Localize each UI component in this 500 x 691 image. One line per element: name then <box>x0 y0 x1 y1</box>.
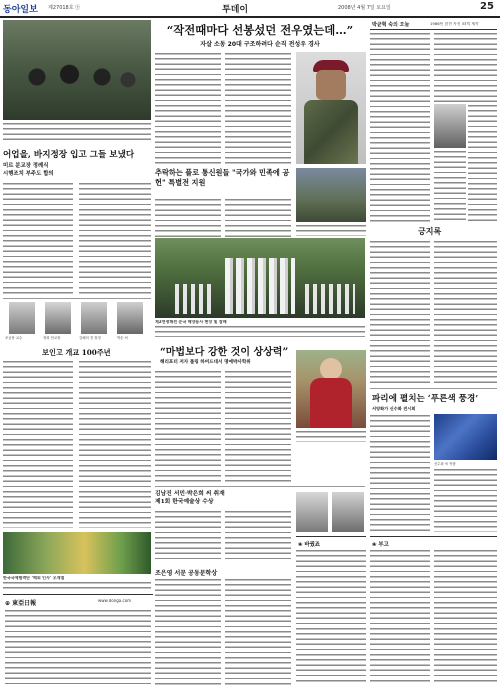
award-photo-2 <box>332 492 364 532</box>
paris-artwork-photo <box>434 414 497 460</box>
footer-brand: ⊕ 東亞日報 <box>5 600 37 607</box>
art-award-headline: 김남진 서민·박은희 씨 취재 제1회 한국예술상 수상 <box>155 491 225 505</box>
left-story-headline: 어업을, 바지정장 입고 그들 보냈다 <box>3 150 135 160</box>
paris-subhead: 서양화가 신수화 전시회 <box>372 406 416 411</box>
person-photos-row <box>3 302 153 344</box>
center-headline-text: 추락하는 플로 통신원들 "국가와 민족에 공헌" 특별전 지원 <box>155 168 290 187</box>
obituary-text-1 <box>370 549 430 685</box>
paris-artwork-caption: 신수화 씨 작품 <box>434 462 456 466</box>
person-name: 조균용 교수 <box>5 336 23 340</box>
school-story-text-2 <box>79 360 151 528</box>
person-name: 박순 씨 <box>117 336 128 340</box>
profile-header-bar <box>370 20 497 30</box>
person-photo <box>45 302 71 334</box>
person-name: 정화 안교장 <box>43 336 61 340</box>
main-headline: “작전때마다 선봉섰던 전우였는데…” <box>166 23 354 37</box>
profile-text-3 <box>468 104 497 222</box>
profile-text-1 <box>370 32 430 222</box>
page-header <box>0 0 500 18</box>
issue-date: 2008년 4월 7일 토요일 <box>338 5 391 11</box>
center-headline <box>155 168 295 188</box>
person-photo <box>117 302 143 334</box>
koica-caption-text <box>3 581 151 591</box>
profile-label: 1986년 참전 사진 33억 제작 <box>430 22 479 26</box>
rowling-subhead: 해리포터 저자 롤링 하버드대서 명예박사학위 <box>160 360 251 365</box>
koica-caption-title: 한국국제협력단 ‘해외 인사’ 오재열 <box>3 576 65 580</box>
page-number: 25 <box>480 1 494 12</box>
rowling-headline: “마법보다 강한 것이 상상력” <box>160 347 289 358</box>
person-name: 김해의 전 장정 <box>79 336 101 340</box>
paris-text-1 <box>370 414 430 532</box>
profile-header: 박균혁 숙의 오늘 <box>372 22 410 28</box>
newspaper-logo: 동아일보 <box>3 5 38 15</box>
literature-award-headline: 조은영 서문 공동문학상 <box>155 570 218 577</box>
left-story-subhead: 미르 분교장 정례식 시행조치 부주도 합의 <box>3 163 54 177</box>
navy-ceremony-photo <box>155 238 365 318</box>
footer-info-lines <box>5 609 151 685</box>
left-story-text-1 <box>3 182 73 294</box>
person-photo <box>9 302 35 334</box>
promo-header: ❀ 바꿨죠 <box>298 542 321 548</box>
paris-text-2 <box>434 468 497 532</box>
art-award-text-1 <box>155 510 221 562</box>
column-text-2 <box>434 240 497 384</box>
school-story-text-1 <box>3 360 73 528</box>
rowling-text-1 <box>155 370 221 482</box>
award-photo-1 <box>296 492 328 532</box>
issue-number: 제27018호 ㊉ <box>48 5 81 11</box>
ceremony-photo-small <box>296 168 366 222</box>
rowling-photo <box>296 350 366 428</box>
promo-box <box>296 536 366 687</box>
footer-brand-block <box>3 594 153 689</box>
main-story-text-2 <box>225 52 291 164</box>
obituary-header: ❀ 부고 <box>372 542 389 548</box>
footer-url: www.donga.com <box>98 599 132 603</box>
soldier-portrait <box>296 52 366 164</box>
left-story-text-2 <box>79 182 151 294</box>
obituary-text-2 <box>434 549 497 685</box>
profile-text-4 <box>434 150 466 222</box>
profile-portrait <box>434 104 466 148</box>
funeral-photo-caption <box>3 122 151 144</box>
art-award-text-2 <box>225 510 291 562</box>
main-subhead: 자살 소동 20대 구조하려다 순직 전성우 경사 <box>200 41 320 48</box>
literature-award-text-2 <box>225 578 291 686</box>
school-anniversary-headline: 보인고 개교 100주년 <box>42 348 111 357</box>
funeral-photo <box>3 20 151 120</box>
rowling-text-2 <box>225 370 291 482</box>
ceremony-photo-caption <box>296 224 366 236</box>
rowling-photo-caption <box>296 430 366 442</box>
navy-ceremony-caption: 제2연평해전 순국 해양용사 현장 및 참배 <box>155 320 227 324</box>
literature-award-text-1 <box>155 578 221 686</box>
column-headline: 긍지록 <box>418 226 442 236</box>
column-text-1 <box>370 240 430 384</box>
promo-text <box>296 549 366 685</box>
profile-text-2 <box>434 32 497 102</box>
koica-photo <box>3 532 151 574</box>
person-photo <box>81 302 107 334</box>
paris-headline: 파리에 펼치는 ‘푸른색 풍경’ <box>372 394 479 404</box>
section-title: 투데이 <box>222 5 249 15</box>
navy-ceremony-caption-text <box>155 325 365 333</box>
obituary-box <box>370 536 497 687</box>
main-story-text-1 <box>155 52 221 164</box>
